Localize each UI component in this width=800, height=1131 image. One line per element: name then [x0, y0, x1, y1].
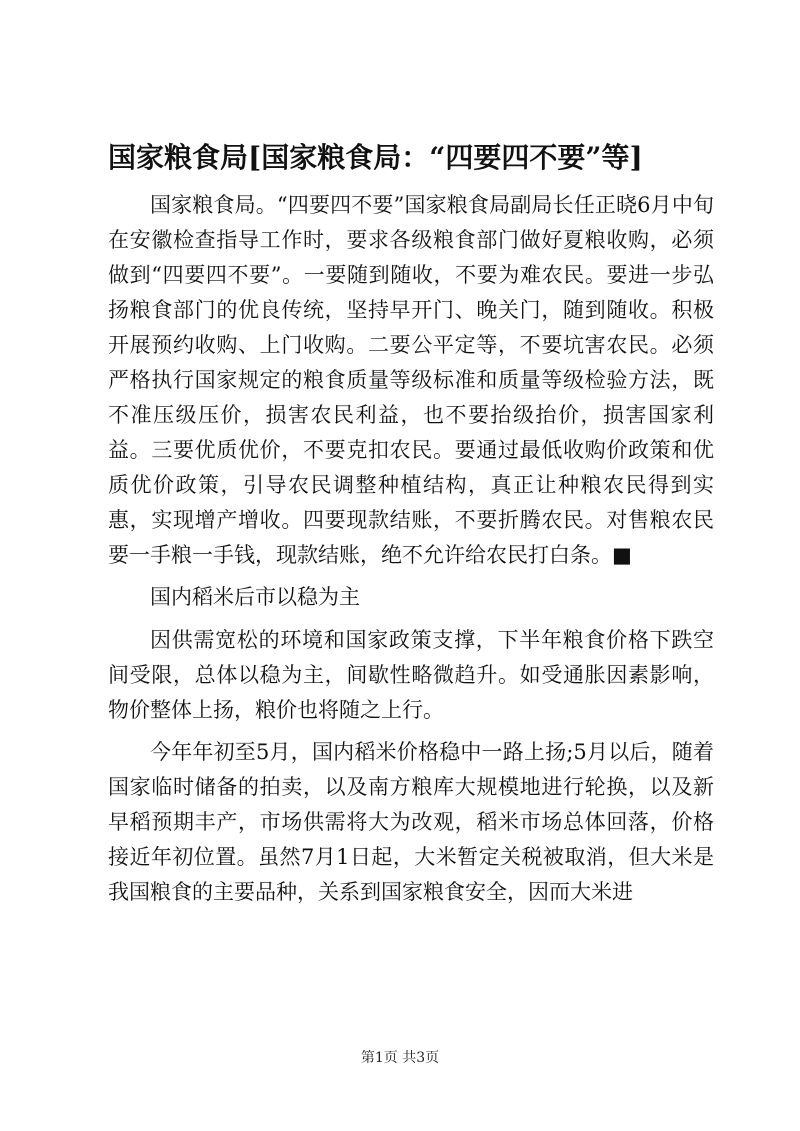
document-body [108, 188, 714, 917]
document-title: 国家粮食局[国家粮食局：“四要四不要”等] [108, 141, 643, 174]
paragraph-intro: 国家粮食局。“四要四不要”国家粮食局副局长任正晓6月中旬在安徽检查指导工作时，要求各级粮食部门做好夏粮收购，必须做到“四要四不要”。一要随到随收，不要为难农民。要进一步弘扬粮食部门的优良传统，坚持早开门、晚关门，随到随收。积极开展预约收购、上门收购。二要公平定等，不要坑害农民。必须严格执行国家规定的粮食质量等级标准和质量等级检验方法，既不准压级压价，损害农民利益，也不要抬级抬价，损害国家利益。三要优质优价，不要克扣农民。要通过最低收购价政策和优质优价政策，引导农民调整种植结构，真正让种粮农民得到实惠，实现增产增收。四要现款结账，不要折腾农民。对售粮农民要一手粮一手钱，现款结账，绝不允许给农民打白条。■ [108, 193, 714, 567]
page-footer: 第1页 共3页 [360, 1050, 440, 1066]
paragraph-market: 今年年初至5月，国内稻米价格稳中一路上扬;5月以后，随着国家临时储备的拍卖，以及南方粮库大规模地进行轮换，以及新早稻预期丰产，市场供需将大为改观，稻米市场总体回落，价格接近年初位置。虽然7月1日起，大米暂定关税被取消，但大米是我国粮食的主要品种，关系到国家粮食安全，因而大米进 [108, 740, 714, 904]
paragraph-outlook: 因供需宽松的环境和国家政策支撑，下半年粮食价格下跌空间受限，总体以稳为主，间歇性略微趋升。如受通胀因素影响，物价整体上扬，粮价也将随之上行。 [108, 628, 714, 722]
paragraph-subheading: 国内稻米后市以稳为主 [150, 585, 360, 609]
